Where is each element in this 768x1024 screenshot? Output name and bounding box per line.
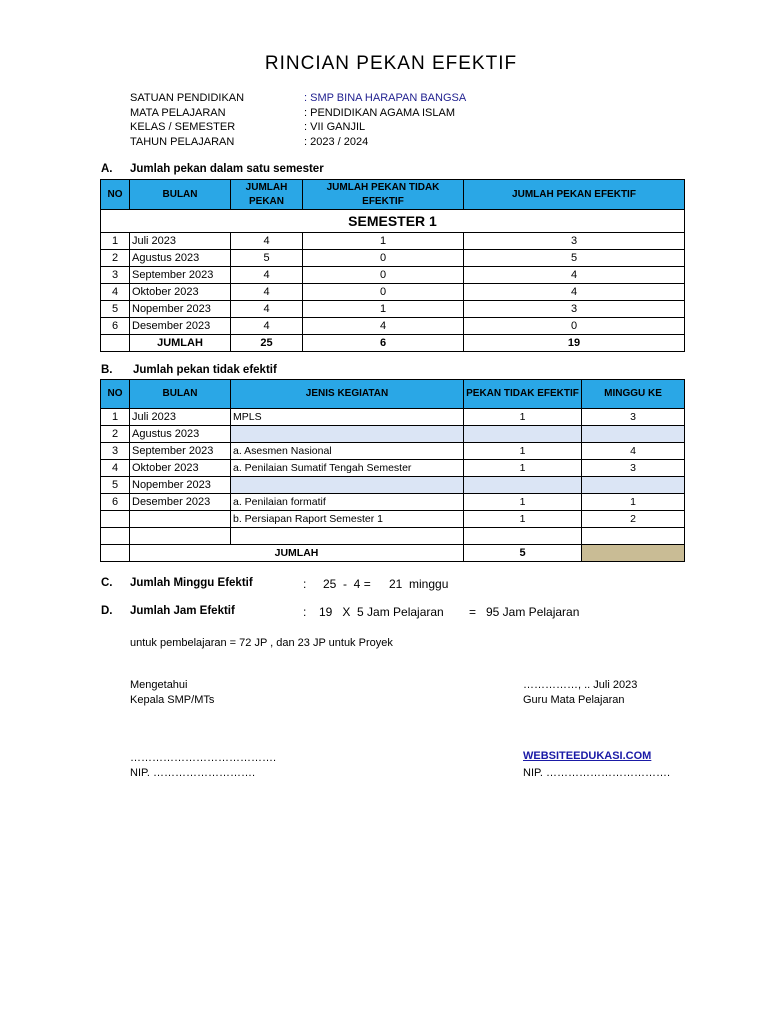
table-row xyxy=(101,250,685,267)
table-row xyxy=(101,267,685,284)
info-label-tahun: TAHUN PELAJARAN xyxy=(130,136,235,148)
cell-pekan: 4 xyxy=(231,284,303,301)
cell-tidak: 0 xyxy=(303,250,464,267)
cell-bulan: September 2023 xyxy=(130,443,231,460)
cell-kegiatan: b. Persiapan Raport Semester 1 xyxy=(231,511,464,528)
cell-pekan: 1 xyxy=(464,443,582,460)
cell-bulan: Juli 2023 xyxy=(130,233,231,250)
cell-bulan: Desember 2023 xyxy=(130,318,231,335)
cell-minggu: 4 xyxy=(582,443,685,460)
table-row xyxy=(101,511,685,528)
cell-bulan: Oktober 2023 xyxy=(130,284,231,301)
table-row xyxy=(101,318,685,335)
table-row xyxy=(101,409,685,426)
section-b-heading: Jumlah pekan tidak efektif xyxy=(133,364,277,376)
section-c-heading: Jumlah Minggu Efektif xyxy=(130,577,253,589)
col-header-no: NO xyxy=(101,380,130,409)
cell-minggu: 1 xyxy=(582,494,685,511)
cell-bulan: Agustus 2023 xyxy=(130,426,231,443)
col-header-jenis-kegiatan: JENIS KEGIATAN xyxy=(231,380,464,409)
table-row xyxy=(101,443,685,460)
cell-tidak: 0 xyxy=(303,267,464,284)
table-row xyxy=(101,284,685,301)
cell-pekan: 4 xyxy=(231,233,303,250)
section-c-colon: : xyxy=(303,577,307,591)
section-d-colon: : xyxy=(303,605,307,619)
cell-minggu xyxy=(582,426,685,443)
cell-no: 3 xyxy=(101,443,130,460)
cell-pekan: 5 xyxy=(231,250,303,267)
section-d-eq: = xyxy=(469,605,477,619)
cell-tidak: 1 xyxy=(303,233,464,250)
info-label-mapel: MATA PELAJARAN xyxy=(130,107,226,119)
info-value-mapel: : PENDIDIKAN AGAMA ISLAM xyxy=(304,107,455,119)
cell-efektif: 4 xyxy=(464,267,685,284)
cell-bulan: Desember 2023 xyxy=(130,494,231,511)
table-row xyxy=(101,477,685,494)
sign-right-line2: Guru Mata Pelajaran xyxy=(523,694,625,706)
total-efektif: 19 xyxy=(464,335,685,352)
info-value-kelas: : VII GANJIL xyxy=(304,121,366,133)
cell-kegiatan xyxy=(231,426,464,443)
cell-pekan xyxy=(464,426,582,443)
section-d-formula: 19 X 5 Jam Pelajaran xyxy=(319,605,444,619)
cell-kegiatan: a. Penilaian formatif xyxy=(231,494,464,511)
cell-kegiatan xyxy=(231,477,464,494)
note-text: untuk pembelajaran = 72 JP , dan 23 JP untuk Proyek xyxy=(130,637,393,649)
cell-minggu: 2 xyxy=(582,511,685,528)
cell-no: 5 xyxy=(101,301,130,318)
total-pekan: 25 xyxy=(231,335,303,352)
cell-bulan: Juli 2023 xyxy=(130,409,231,426)
empty-row xyxy=(101,528,685,545)
cell-tidak: 4 xyxy=(303,318,464,335)
cell-no: 1 xyxy=(101,233,130,250)
cell-minggu: 3 xyxy=(582,409,685,426)
cell-efektif: 3 xyxy=(464,233,685,250)
info-value-tahun: : 2023 / 2024 xyxy=(304,136,369,148)
cell-pekan: 4 xyxy=(231,267,303,284)
section-a-letter: A. xyxy=(101,163,113,175)
cell-bulan: September 2023 xyxy=(130,267,231,284)
page-title: RINCIAN PEKAN EFEKTIF xyxy=(264,53,518,74)
section-a-heading: Jumlah pekan dalam satu semester xyxy=(130,163,324,175)
cell-pekan xyxy=(464,477,582,494)
cell-efektif: 5 xyxy=(464,250,685,267)
col-header-bulan: BULAN xyxy=(130,180,231,210)
cell-pekan: 1 xyxy=(464,494,582,511)
table-row xyxy=(101,233,685,250)
col-header-minggu-ke: MINGGU KE xyxy=(582,380,685,409)
cell-no: 4 xyxy=(101,460,130,477)
cell-pekan: 1 xyxy=(464,409,582,426)
section-b-letter: B. xyxy=(101,364,113,376)
website-link[interactable]: WEBSITEEDUKASI.COM xyxy=(523,750,652,762)
table-row xyxy=(101,494,685,511)
cell-pekan: 1 xyxy=(464,460,582,477)
total-pekan: 5 xyxy=(464,545,582,562)
cell-efektif: 4 xyxy=(464,284,685,301)
total-label: JUMLAH xyxy=(130,335,231,352)
sign-left-nip: NIP. ………………………. xyxy=(130,767,256,779)
cell-no xyxy=(101,511,130,528)
cell-no: 6 xyxy=(101,494,130,511)
section-d-heading: Jumlah Jam Efektif xyxy=(130,605,235,617)
cell-bulan: Nopember 2023 xyxy=(130,477,231,494)
semester-label: SEMESTER 1 xyxy=(101,210,685,233)
table-pekan-semester xyxy=(100,179,685,352)
cell-minggu xyxy=(582,477,685,494)
section-c-formula: 25 - 4 = xyxy=(323,577,371,591)
cell-no: 2 xyxy=(101,426,130,443)
table-row xyxy=(101,460,685,477)
sign-left-line1: Mengetahui xyxy=(130,679,188,691)
sign-left-name: …………………………………. xyxy=(130,752,277,764)
col-header-jumlah-pekan: JUMLAH PEKAN xyxy=(231,180,303,210)
col-header-no: NO xyxy=(101,180,130,210)
col-header-pekan-tidak-efektif: PEKAN TIDAK EFEKTIF xyxy=(464,380,582,409)
cell-bulan xyxy=(130,511,231,528)
total-row xyxy=(101,335,685,352)
section-d-letter: D. xyxy=(101,605,113,617)
table-pekan-tidak-efektif xyxy=(100,379,685,562)
total-label: JUMLAH xyxy=(130,545,464,562)
cell-efektif: 3 xyxy=(464,301,685,318)
col-header-efektif: JUMLAH PEKAN EFEKTIF xyxy=(464,180,685,210)
cell-tidak: 0 xyxy=(303,284,464,301)
section-c-letter: C. xyxy=(101,577,113,589)
cell-pekan: 1 xyxy=(464,511,582,528)
cell-kegiatan: a. Asesmen Nasional xyxy=(231,443,464,460)
cell-pekan: 4 xyxy=(231,301,303,318)
cell-tidak: 1 xyxy=(303,301,464,318)
cell-kegiatan: a. Penilaian Sumatif Tengah Semester xyxy=(231,460,464,477)
col-header-bulan: BULAN xyxy=(130,380,231,409)
cell-bulan: Nopember 2023 xyxy=(130,301,231,318)
info-label-satuan: SATUAN PENDIDIKAN xyxy=(130,92,245,104)
total-minggu-empty xyxy=(582,545,685,562)
section-c-result: 21 minggu xyxy=(389,577,449,591)
sign-left-line2: Kepala SMP/MTs xyxy=(130,694,215,706)
col-header-tidak-efektif: JUMLAH PEKAN TIDAK EFEKTIF xyxy=(303,180,464,210)
sign-right-line1: ……………, .. Juli 2023 xyxy=(523,679,638,691)
cell-no: 4 xyxy=(101,284,130,301)
cell-no: 2 xyxy=(101,250,130,267)
section-d-result: 95 Jam Pelajaran xyxy=(486,605,580,619)
cell-no: 1 xyxy=(101,409,130,426)
info-value-satuan: : SMP BINA HARAPAN BANGSA xyxy=(304,92,467,104)
sign-right-nip: NIP. ……………………………. xyxy=(523,767,671,779)
cell-efektif: 0 xyxy=(464,318,685,335)
cell-bulan: Oktober 2023 xyxy=(130,460,231,477)
cell-no: 6 xyxy=(101,318,130,335)
table-row xyxy=(101,301,685,318)
table-row xyxy=(101,426,685,443)
cell-kegiatan: MPLS xyxy=(231,409,464,426)
cell-no: 5 xyxy=(101,477,130,494)
total-row xyxy=(101,545,685,562)
info-label-kelas: KELAS / SEMESTER xyxy=(130,121,236,133)
cell-pekan: 4 xyxy=(231,318,303,335)
cell-bulan: Agustus 2023 xyxy=(130,250,231,267)
cell-no: 3 xyxy=(101,267,130,284)
total-tidak: 6 xyxy=(303,335,464,352)
cell-minggu: 3 xyxy=(582,460,685,477)
